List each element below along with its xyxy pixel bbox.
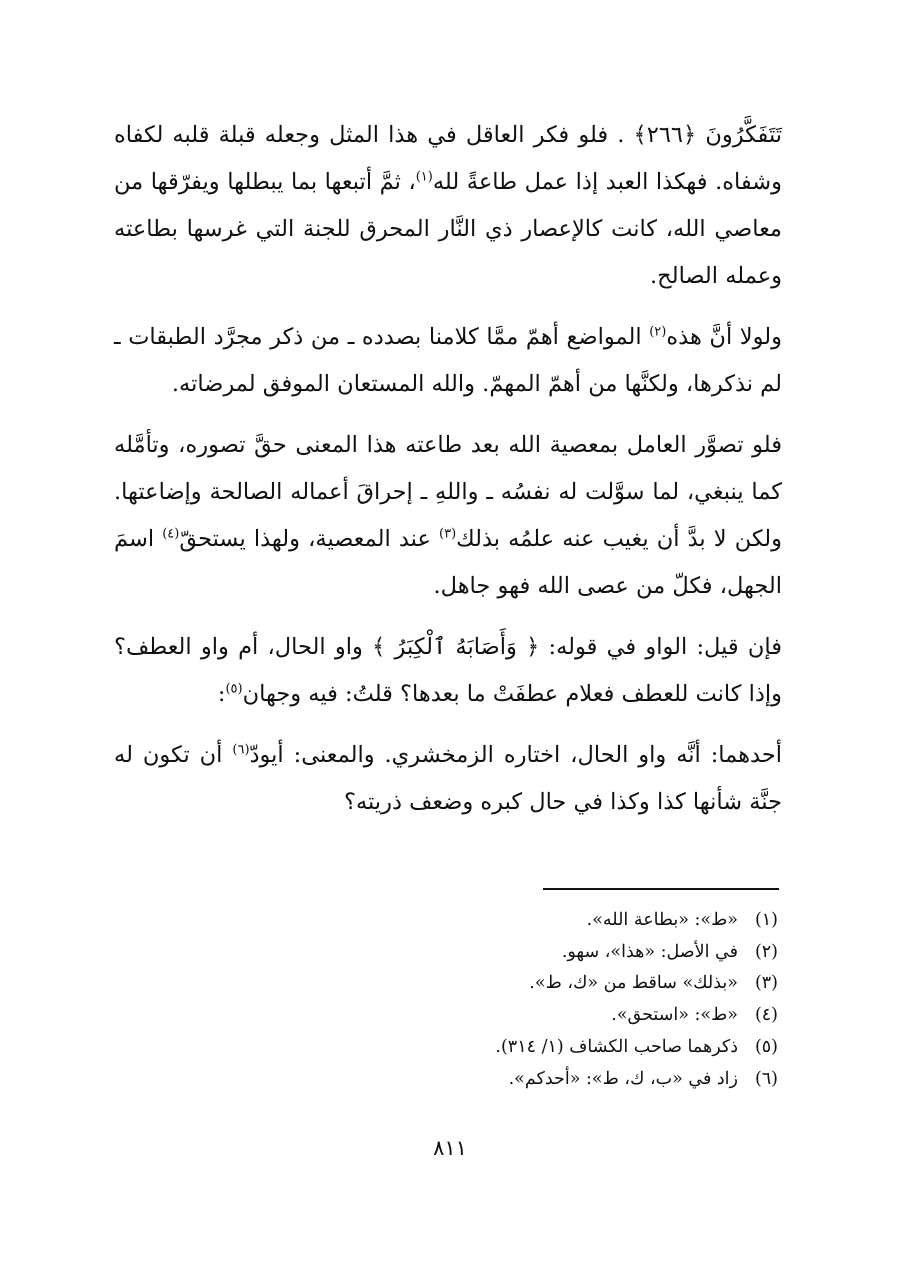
text-segment: أحدهما: أنَّه واو الحال، اختاره الزمخشري. والمعنى: أيودّ <box>249 742 783 768</box>
text-segment: عند المعصية، ولهذا يستحقّ <box>179 526 439 552</box>
text-segment: تَتَفَكَّرُونَ ﴿٢٦٦﴾ . فلو فكر العاقل في هذا المثل وجعله قبلة قلبه لكفاه وشفاه. فهكذا العبد إذا عمل طاعةً لله <box>114 122 782 195</box>
footnote-separator <box>543 888 779 890</box>
footnote-marker: (٥) <box>225 681 243 697</box>
main-text <box>114 112 782 840</box>
footnote-text: في الأصل: «هذا»، سهو. <box>561 941 738 962</box>
text-segment: ولولا أنَّ هذه <box>666 324 782 350</box>
footnote-number: (١) <box>754 910 778 930</box>
footnote-marker: (١) <box>415 169 433 185</box>
footnote-item <box>218 1064 778 1096</box>
footnote-marker: (٣) <box>439 526 457 542</box>
paragraph <box>114 732 782 826</box>
paragraph <box>114 624 782 718</box>
text-segment: المواضع أهمّ ممَّا كلامنا بصدده ـ من ذكر مجرَّد الطبقات ـ لم نذكرها، ولكنَّها من أهمّ المهمّ. والله المستعان الموفق لمرضاته. <box>114 324 782 397</box>
text-segment: ، ثمَّ أتبعها بما يبطلها ويفرّقها من معاصي الله، كانت كالإعصار ذي النَّار المحرق للجنة التي غرسها بطاعته وعمله الصالح. <box>114 169 782 289</box>
paragraph <box>114 314 782 408</box>
footnote-item <box>218 1000 778 1032</box>
page-number: ٨١١ <box>433 1136 467 1160</box>
footnote-text: ذكرهما صاحب الكشاف (١/ ٣١٤). <box>495 1036 738 1057</box>
footnote-item <box>218 1032 778 1064</box>
footnote-item <box>218 937 778 969</box>
footnote-number: (٢) <box>754 941 778 962</box>
text-segment: أن تكون له جنَّة شأنها كذا وكذا في حال كبره وضعف ذريته؟ <box>114 742 782 815</box>
footnote-text: «ط»: «استحق». <box>611 1005 738 1026</box>
footnotes-list <box>218 905 778 1095</box>
footnote-number: (٥) <box>754 1036 778 1057</box>
paragraph <box>114 422 782 610</box>
footnote-item <box>218 905 778 937</box>
footnote-marker: (٦) <box>232 742 250 758</box>
footnote-marker: (٢) <box>649 324 667 340</box>
text-segment: فلو تصوَّر العامل بمعصية الله بعد طاعته هذا المعنى حقَّ تصوره، وتأمَّله كما ينبغي، لما سوَّلت له نفسُه ـ واللهِ ـ إحراقَ أعماله الصالحة وإضاعتها. ولكن لا بدَّ أن يغيب عنه علمُه بذلك <box>114 432 783 552</box>
footnote-number: (٣) <box>754 973 778 994</box>
footnote-number: (٤) <box>754 1005 778 1026</box>
footnote-text: «ط»: «بطاعة الله». <box>586 910 738 930</box>
footnote-number: (٦) <box>754 1068 778 1089</box>
footnote-item <box>218 968 778 1000</box>
footnote-marker: (٤) <box>162 526 180 542</box>
footnote-text: «بذلك» ساقط من «ك، ط». <box>529 973 738 994</box>
paragraph <box>114 112 782 300</box>
text-segment: اسمَ الجهل، فكلّ من عصى الله فهو جاهل. <box>114 526 782 599</box>
text-segment: فإن قيل: الواو في قوله: ﴿ وَأَصَابَهُ ٱلْكِبَرُ ﴾ واو الحال، أم واو العطف؟ وإذا كانت للعطف فعلام عطفَتْ ما بعدها؟ قلتُ: فيه وجهان <box>114 634 782 707</box>
text-segment: : <box>217 681 226 707</box>
footnote-text: زاد في «ب، ك، ط»: «أحدكم». <box>508 1068 738 1089</box>
